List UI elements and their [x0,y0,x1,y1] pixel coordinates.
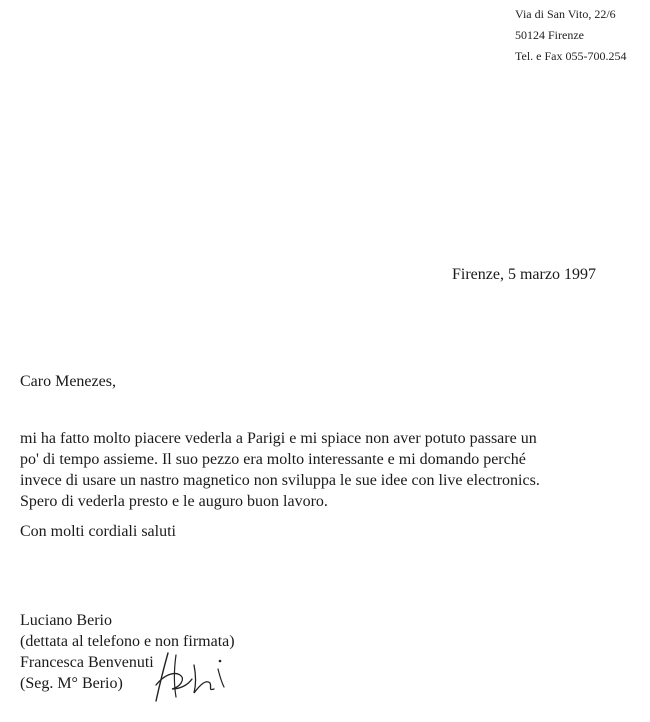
signature-note: (dettata al telefono e non firmata) [20,633,235,650]
closing-line: Con molti cordiali saluti [20,523,176,540]
letterhead-phone: Tel. e Fax 055-700.254 [515,49,627,63]
signature-name: Luciano Berio [20,612,112,629]
signature-secretary: Francesca Benvenuti [20,654,154,671]
body-line: invece di usare un nastro magnetico non sviluppa le sue idee con live electronics. [20,472,540,489]
letterhead-address [515,4,626,67]
letter-body [20,428,620,512]
salutation: Caro Menezes, [20,373,116,390]
letter-date: Firenze, 5 marzo 1997 [452,266,596,283]
body-line: mi ha fatto molto piacere vederla a Parigi e mi spiace non aver potuto passare un [20,430,537,447]
letterhead-street: Via di San Vito, 22/6 [515,7,616,21]
body-line: po' di tempo assieme. Il suo pezzo era molto interessante e mi domando perché [20,451,526,468]
handwritten-signature-icon [150,645,242,705]
body-line: Spero di vederla presto e le auguro buon lavoro. [20,493,328,510]
signature-role: (Seg. M° Berio) [20,675,123,692]
letterhead-city: 50124 Firenze [515,28,584,42]
